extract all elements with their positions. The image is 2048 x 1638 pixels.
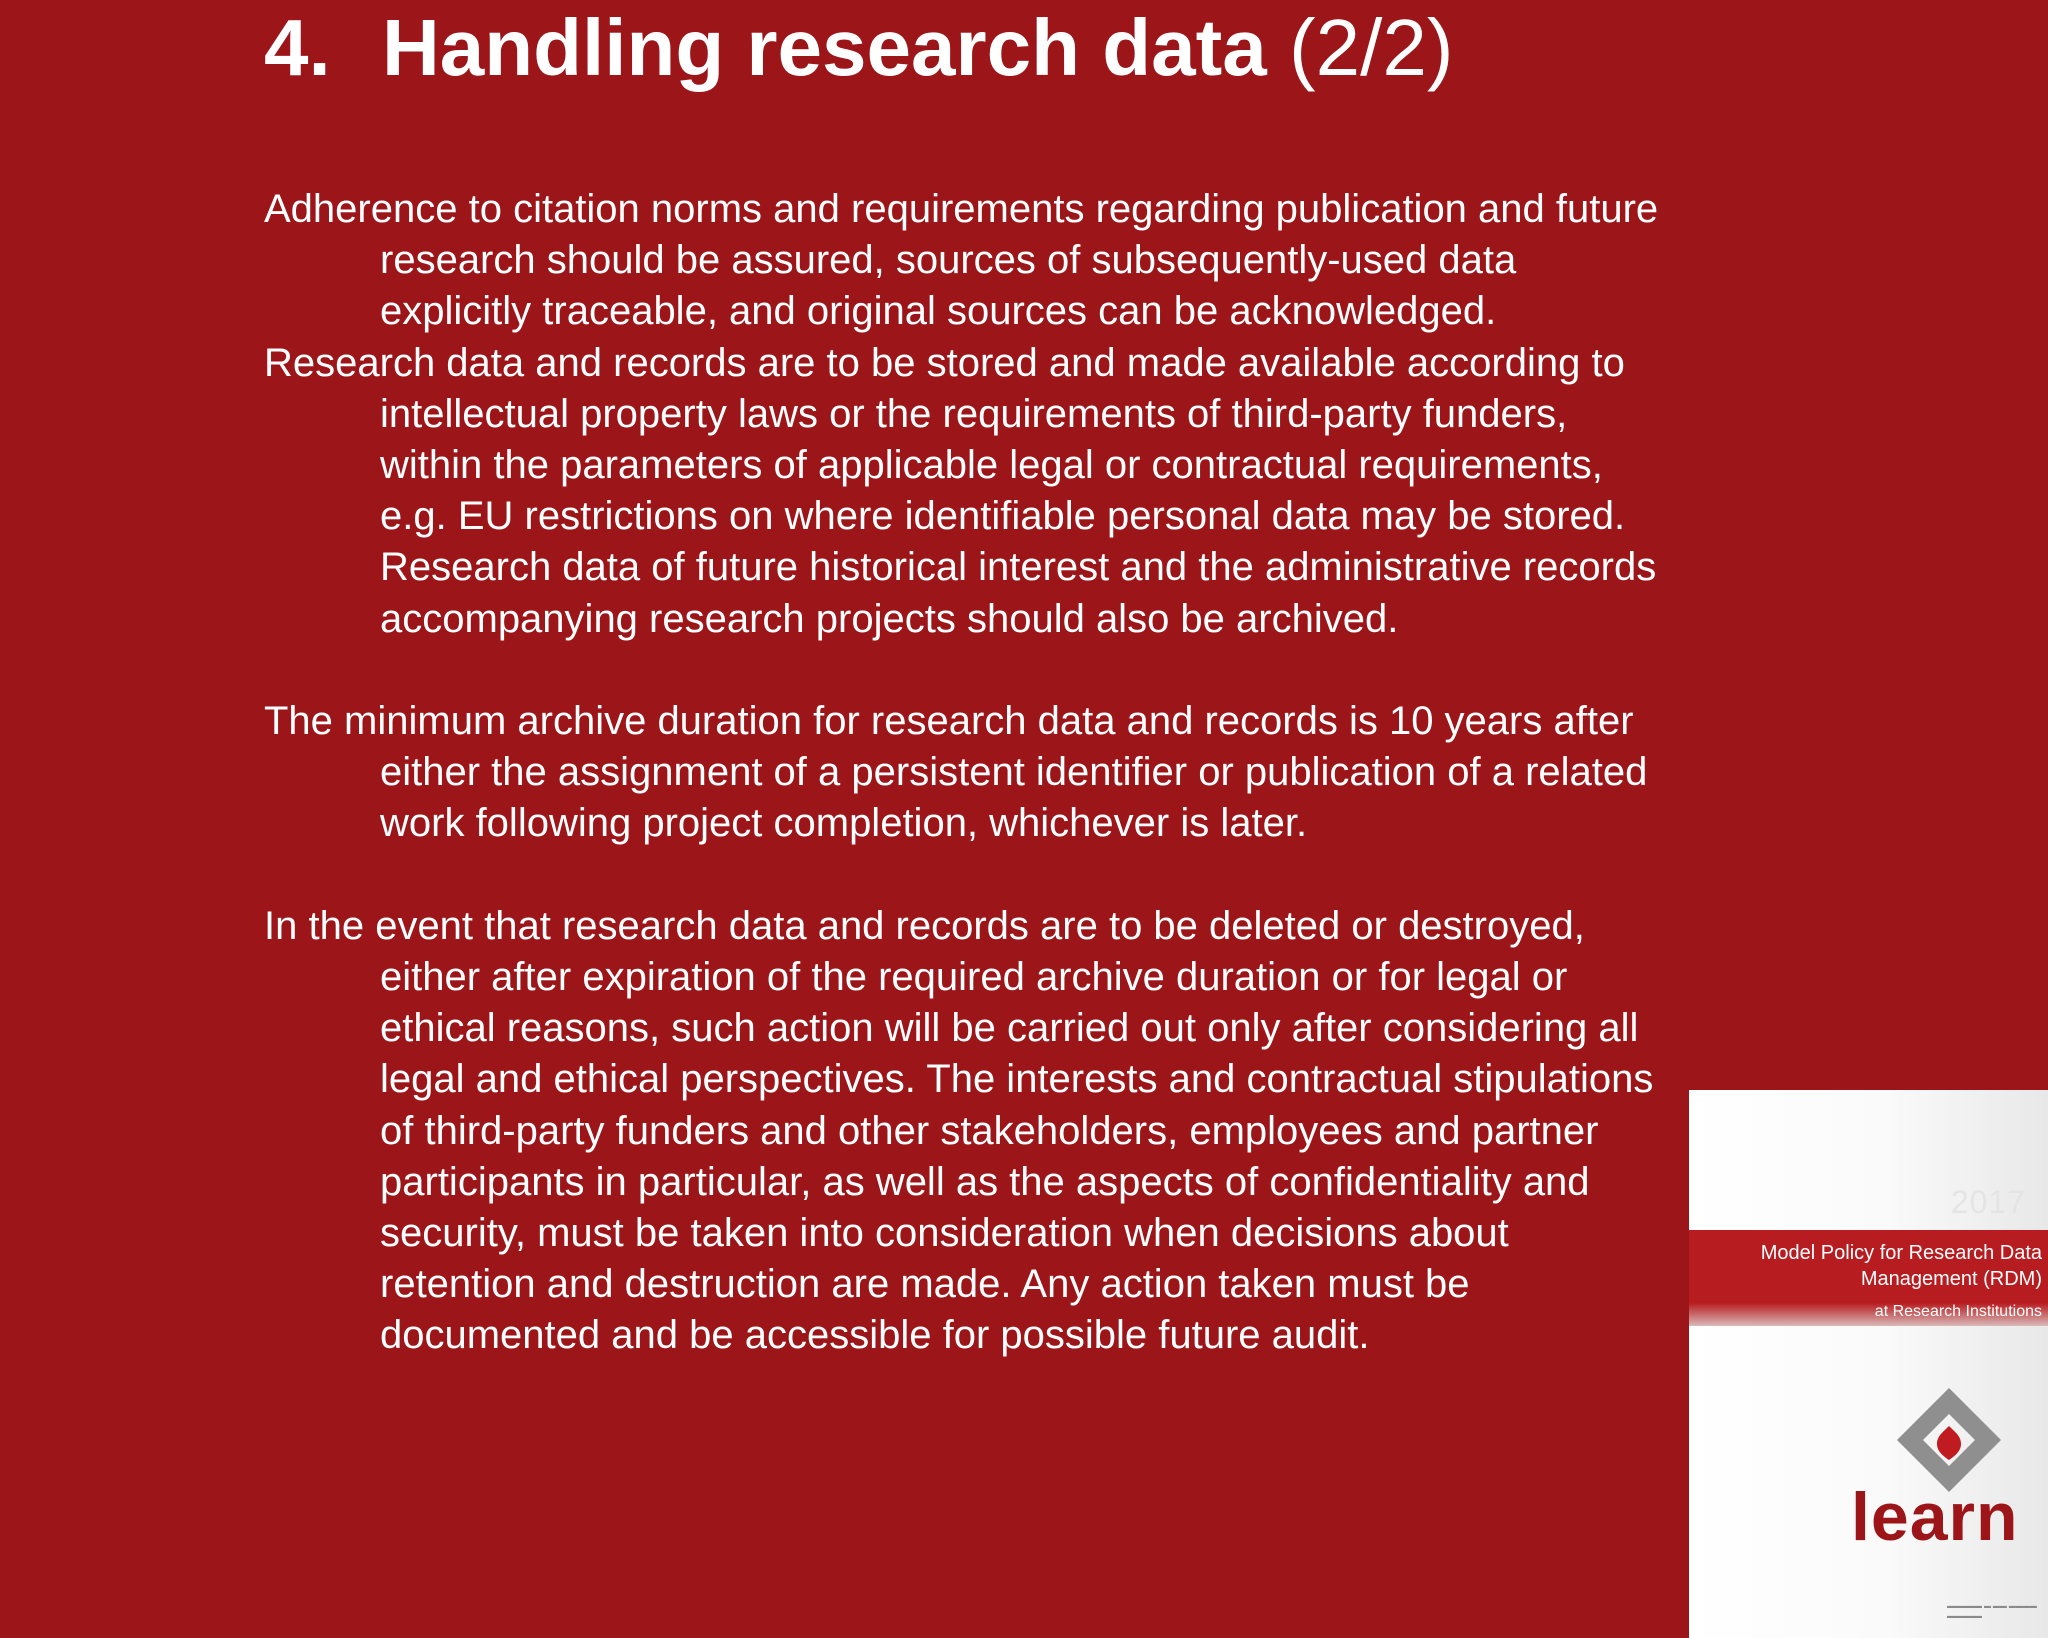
cover-title-line3: at Research Institutions (1874, 1303, 2042, 1320)
paragraph-citation: Adherence to citation norms and requirements regarding publication and future research should be assured, sources of subsequently-used data explicitly traceable, and original sources can be acknowledged. (264, 187, 1659, 334)
body-text (264, 184, 1664, 1362)
paragraph-storage: Research data and records are to be stored and made available according to intellectual property laws or the requirements of third-party funders, within the parameters of applicable legal or contractual requirements, e.g. EU restrictions on where identifiable personal data may be stored. Research data of future historical interest and the administrative records accompanying research projects should also be archived. (264, 340, 1657, 641)
slide-title (264, 2, 1453, 94)
cover-year: 2017 (1950, 1184, 2026, 1220)
cover-title-line2: Management (RDM) (1860, 1268, 2042, 1290)
policy-cover-thumbnail (1689, 1090, 2048, 1638)
paragraph-archive-duration: The minimum archive duration for research data and records is 10 years after either the assignment of a persistent identifier or publication of a related work following project completion, whichever is later. (264, 699, 1648, 846)
learn-logo-text: learn (1851, 1479, 2019, 1555)
cover-smallprint-date: ▬▬▬▬▬ (1947, 1613, 1982, 1620)
title-number: 4. (264, 3, 331, 92)
title-main: Handling research data (382, 3, 1267, 92)
cover-title-line1: Model Policy for Research Data (1760, 1242, 2042, 1264)
paragraph-deletion: In the event that research data and records are to be deleted or destroyed, either after expiration of the required archive duration or for legal or ethical reasons, such action will be carried out only after considering all legal and ethical perspectives. The interests and contractual stipulations of third-party funders and other stakeholders, employees and partner participants in particular, as well as the aspects of confidentiality and security, must be taken into consideration when decisions about retention and destruction are made. Any action taken must be documented and be accessible for possible future audit. (264, 903, 1654, 1358)
title-suffix: (2/2) (1288, 3, 1454, 92)
cover-smallprint: ▬▬▬▬▬ ▬ ▬▬ ▬▬▬▬ (1947, 1603, 2037, 1610)
